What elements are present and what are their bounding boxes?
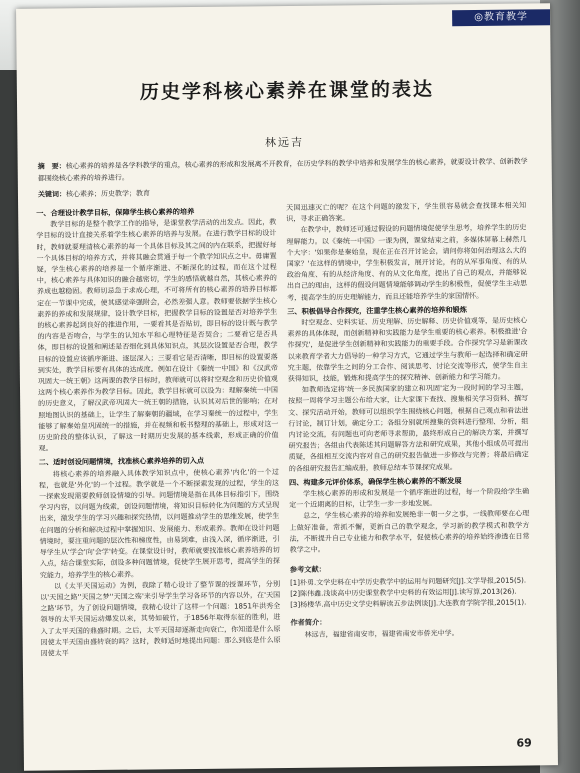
article-author: 林远吉	[264, 135, 305, 150]
left-column	[36, 203, 281, 715]
reference-list	[290, 575, 530, 611]
paragraph: 总之，学生核心素养的培养和发展绝非一朝一夕之事，一线教师要在心理上做好准备，常抓不懈，更新自己的教学观念，学习新的教学模式和教学方法，不断提升自己专业能力和教学水平，促使核心素养的培养始终渗透在日常教学之中。	[289, 509, 530, 555]
section-heading: 二、适时创设问题情境，找准核心素养培养的切入点	[38, 456, 205, 468]
right-column-intro: 天国迅速灭亡的呢？在这个问题的激发下，学生很容易就会查找课本相关知识，寻求正确答案。	[286, 201, 527, 224]
keywords-label: 关键词：	[37, 190, 67, 199]
section-tab: ◎教育教学	[452, 9, 550, 26]
right-column	[286, 200, 531, 712]
keywords-text: 核心素养；历史教学；教育	[65, 189, 151, 199]
reference-item: [3]杨楼华.高中历史文学史料解读五步法例谈[J].大连教育学院学报,2015(1).	[290, 598, 527, 609]
article-title: 历史学科核心素养在课堂的表达	[139, 78, 435, 104]
reference-item: [1]朴勇.文学史料在中学历史教学中的运用与问题研究[J].文学导报,2015(5).	[290, 576, 527, 587]
right-column-body	[286, 223, 529, 556]
paragraph: 以《太平天国运动》为例，我除了精心设计了整节课的授课环节，分别以'天国之路''天国之梦''天国之殇'来引导学生学习各环节的内容以外，在'天国之路'环节，为了创设问题情境，我精心设计了这样一个问题：1851年洪秀全领导的太平天国运动爆发以来，其势如破竹，于1856年取得东征的胜利，进入了太平天国的鼎盛时期。之后，太平天国却逐渐走向衰亡，你知道是什么原因使太平天国由盛转衰的吗？这时，教师适时地提出问题：那么到底是什么原因使太平	[40, 579, 281, 658]
author-info-text: 林远吉，福建省南安市，福建省南安市侨光中学。	[304, 629, 459, 640]
paragraph: 如教师选定将'统一多民族国家的建立和巩固'定为一段时间的学习主题，按照一周将学习主题公布给大家，让大家课下查找、搜集相关学习资料、撰写文、探究活动开始，教师可以组织学生围绕核心问题，根据自己观点和看法进行讨论，制订计划，确定分工；各组分别就所搜集的资料进行整理、分析，组内讨论交流，有问题也可向老师寻求帮助，最终形成自己的解决方案，并撰写研究报告；各组由代表陈述其问题解答方法和研究成果，其他小组成员可提出质疑，各组相互交流内容对自己的研究报告做进一步修改与完善；将最后确定的各组研究报告汇编成册，教师总结本节课探究成果。	[288, 383, 529, 473]
author-info	[290, 615, 530, 642]
paragraph: 时空观念、史料实证、历史理解、历史解释、历史价值观等，是历史核心素养的具体体现，而创新精神和实践能力是学生重要的核心素养。积极推进'合作探究'，是促进学生创新精神和实践能力的重要手段。合作探究学习是新课改以来教育学者大力倡导的一种学习方式，它通过学生与教师一起选择和确定研究主题，依靠学生之间的分工合作、阅读思考、讨论交流等形式，使学生自主获得知识，技能，锻炼和提高学生的探究精神、创新能力和学习能力。	[287, 316, 528, 384]
references	[290, 562, 530, 611]
abstract-label: 摘 要：	[37, 162, 66, 171]
author-info-label: 作者简介：	[290, 617, 327, 628]
paragraph: 教学目标的是整个教学工作的指导，是课堂教学活动的出发点。因此，教学目标的设计直接关系着学生核心素养的培养与发展。在进行教学目标的设计时，教师就要理清核心素养的每一个具体目标及其之间的内在联系，把握好每一个具体目标的培养方式，并将其融会贯通于每一个教学知识点之中。毋庸置疑，学生核心素养的培养是一个循序渐进、不断深化的过程，而在这个过程中，核心素养与具体知识的融合越密切，学生的感悟就越自然，其核心素养的养成也越稳固。教师切忌急于求成心理，不可将所有的核心素养的培养目标都定在一节课中完成，使其感觉牵强附会，必然差强人意。教师要依据学生核心素养的养成和发展规律，设计教学目标，把握教学目标的设置是否对培养学生的核心素养起到良好的推进作用，一要看其是否贴切，即目标的设计既与教学的内容是否吻合，与学生的认知水平和心理特征是否契合；二要看它是否具体，即目标的设置和阐述是否细化到具体知识点，其层次设置是否合理，教学目标的设置应该循序渐进、逐层深入；三要看它是否清晰，即目标的设置要落到实处，教学目标要有具体的达成度。例如在设计《秦统一中国》和《汉武帝巩固大一统王朝》这两课的教学目标时，教师就可以将时空观念和历史价值观这两个核心素养作为教学目标。因此，教学目标就可以设为：理解秦统一中国的历史意义，了解汉武帝巩固大一统王朝的措施，认识其对后世的影响；在对照地图认识的基础上，让学生了解秦朝的疆域，在学习秦统一的过程中，学生能够了解秦始皇巩固统一的措施，并在视频和板书整理的基础上，形成对这一历史阶段的整体认识，了解这一时期历史发展的基本线索，形成正确的价值观。	[36, 218, 279, 453]
paragraph: 将核心素养的培养融入具体教学知识点中，使核心素养'内化'的一个过程，也就是'外化'的一个过程。教学就是一个不断探索发现的过程，学生的这一探索发现需要教师创设情境的引导。问题情境是指在具体目标指引下，围绕学习内容，以问题为线索，创设问题情境，将知识目标转化为问题的方式呈现出来，激发学生的学习兴趣和探究热情，以问题推动学生的思维发展，使学生在问题的分析和解决过程中掌握知识、发展能力、形成素养。教师在设计问题情境时，要注重问题的层次性和梯度性，由易到难，由浅入深，循序渐进，引导学生从'学会'向'会学'转变。在课堂设计时，教师就要找准核心素养培养的切入点，结合课堂实际，创设多种问题情境，促使学生展开思考，提高学生的探究能力，培养学生的核心素养。	[38, 467, 280, 580]
paragraph: 学生核心素养的形成和发展是一个循序渐进的过程，每一个阶段给学生确定一个近期离的目标，让学生一步一步地发展。	[289, 487, 530, 510]
abstract-text: 核心素养的培养是各学科教学的重点，核心素养的形成和发展离不开教育，在历史学科的教学中培养和发展学生的核心素养，就要设计教学、创新教学都围绕核心素养的培养进行。	[37, 157, 528, 183]
page-number: 69	[516, 736, 532, 750]
references-label: 参考文献：	[289, 564, 326, 575]
paragraph: 在教学中，教师还可通过假设的问题情境促使学生思考，培养学生的历史理解能力。以《秦统一中国》一课为例，课堂结束之前，多媒体屏幕上赫然几个大字：'如果你是秦始皇，现在正在召开讨论会，请问你将如何治理这么大的国家？'在这样的情境中，学生积极发言，展开讨论，有的从军事角度、有的从政治角度、有的从经济角度、有的从文化角度，提出了自己的观点，并能够说出自己的理由，这样的假设问题情境能够调动学生的积极性，促使学生主动思考，提高学生的历史理解能力，而且还能培养学生的家国情怀。	[286, 223, 527, 302]
magazine-page	[16, 3, 558, 771]
reference-item: [2]陈伟鑫.浅谈高中历史课堂教学中史料的有效运用[J].读写算,2013(26).	[290, 587, 517, 598]
abstract	[38, 155, 528, 184]
section-heading: 一、合理设计教学目标，保障学生核心素养的培养	[36, 206, 195, 218]
section-heading: 三、积极倡导合作探究，注重学生核心素养的培养和锻炼	[287, 304, 467, 316]
section-heading: 四、构建多元评价体系，确保学生核心素养的不断发展	[288, 476, 462, 487]
keywords	[38, 183, 528, 200]
